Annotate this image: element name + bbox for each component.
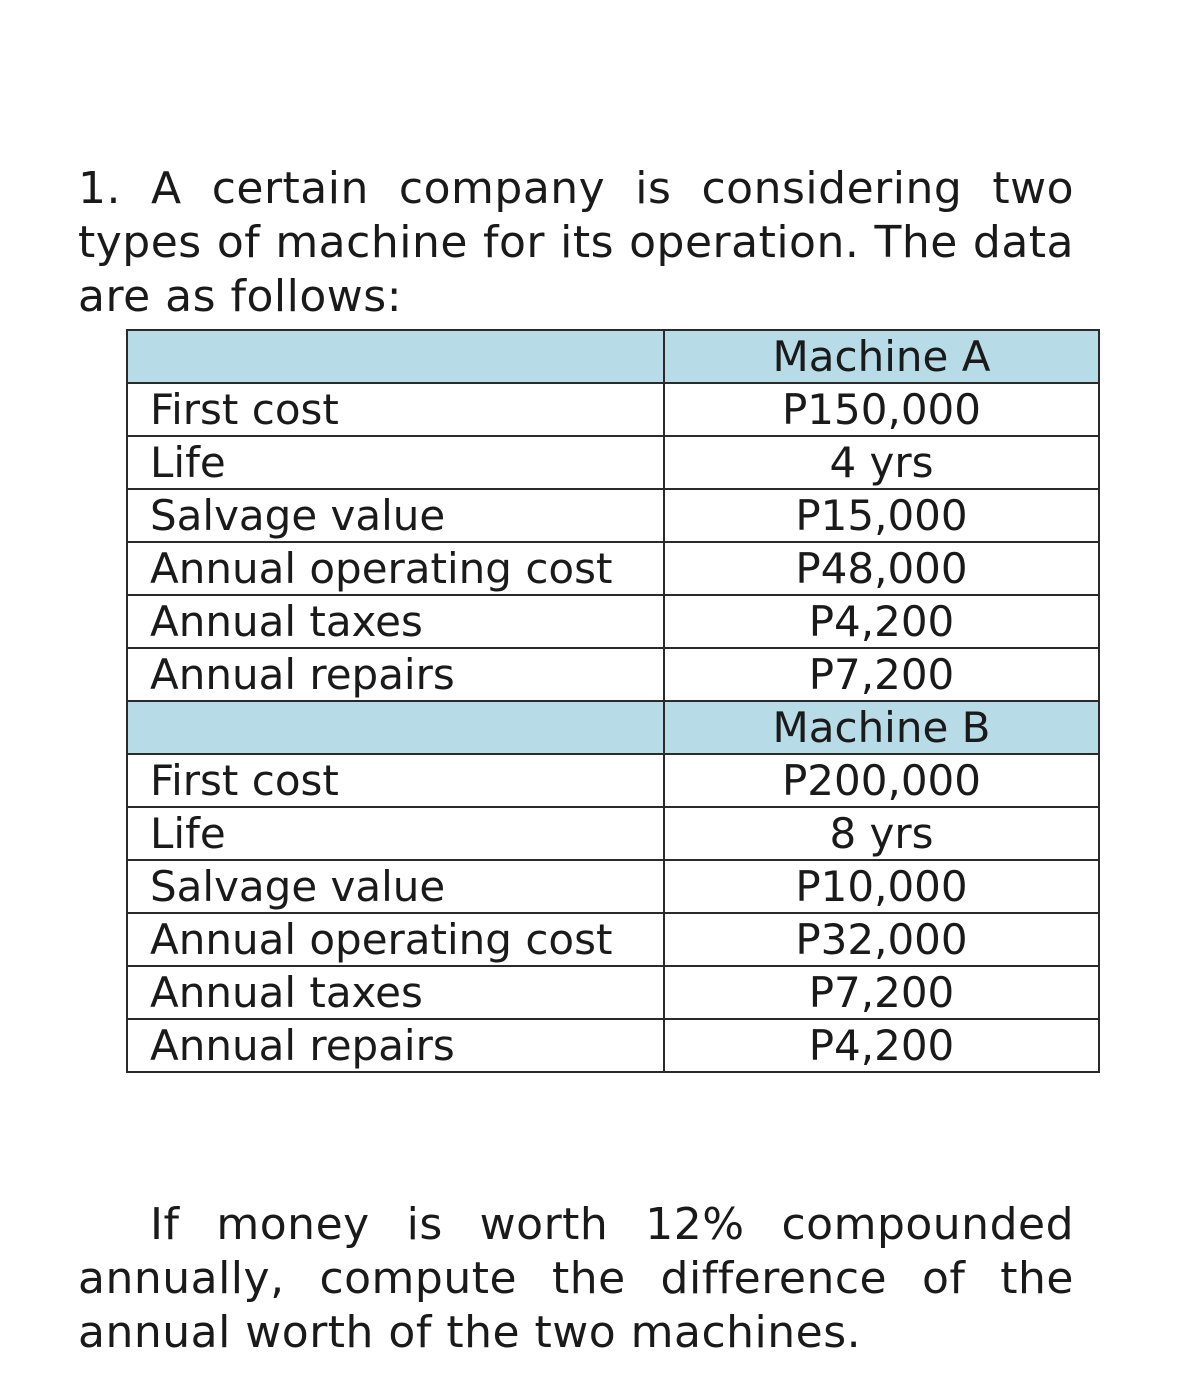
machine-a-title: Machine A	[664, 330, 1099, 383]
row-label: Annual operating cost	[127, 542, 664, 595]
row-label: First cost	[127, 754, 664, 807]
row-value: P7,200	[664, 966, 1099, 1019]
problem-statement: 1. A certain company is considering two types of machine for its operation. The data are as follows:	[78, 163, 1074, 322]
row-value: P4,200	[664, 1019, 1099, 1072]
row-value: P150,000	[664, 383, 1099, 436]
row-label: Salvage value	[127, 489, 664, 542]
machine-a-header-blank	[127, 330, 664, 383]
table-row	[127, 966, 1099, 1019]
row-label: First cost	[127, 383, 664, 436]
machine-b-header-blank	[127, 701, 664, 754]
table-row	[127, 542, 1099, 595]
table-row	[127, 648, 1099, 701]
row-label: Annual repairs	[127, 1019, 664, 1072]
row-value: P32,000	[664, 913, 1099, 966]
table-row	[127, 489, 1099, 542]
table-row	[127, 754, 1099, 807]
row-label: Life	[127, 807, 664, 860]
row-label: Salvage value	[127, 860, 664, 913]
machine-b-header-row	[127, 701, 1099, 754]
row-value: P48,000	[664, 542, 1099, 595]
machine-a-header-row	[127, 330, 1099, 383]
row-label: Annual taxes	[127, 966, 664, 1019]
row-label: Annual repairs	[127, 648, 664, 701]
table-row	[127, 383, 1099, 436]
table-row	[127, 436, 1099, 489]
table-row	[127, 595, 1099, 648]
row-value: P200,000	[664, 754, 1099, 807]
row-value: 4 yrs	[664, 436, 1099, 489]
row-label: Annual taxes	[127, 595, 664, 648]
machine-b-title: Machine B	[664, 701, 1099, 754]
table-row	[127, 1019, 1099, 1072]
row-value: 8 yrs	[664, 807, 1099, 860]
machine-data-table	[126, 329, 1100, 1073]
row-value: P4,200	[664, 595, 1099, 648]
table-row	[127, 807, 1099, 860]
table-row	[127, 913, 1099, 966]
table-row	[127, 860, 1099, 913]
row-label: Life	[127, 436, 664, 489]
question-text: If money is worth 12% compounded annually, compute the difference of the annual worth of the two machines.	[78, 1199, 1074, 1358]
row-value: P7,200	[664, 648, 1099, 701]
row-label: Annual operating cost	[127, 913, 664, 966]
row-value: P15,000	[664, 489, 1099, 542]
row-value: P10,000	[664, 860, 1099, 913]
